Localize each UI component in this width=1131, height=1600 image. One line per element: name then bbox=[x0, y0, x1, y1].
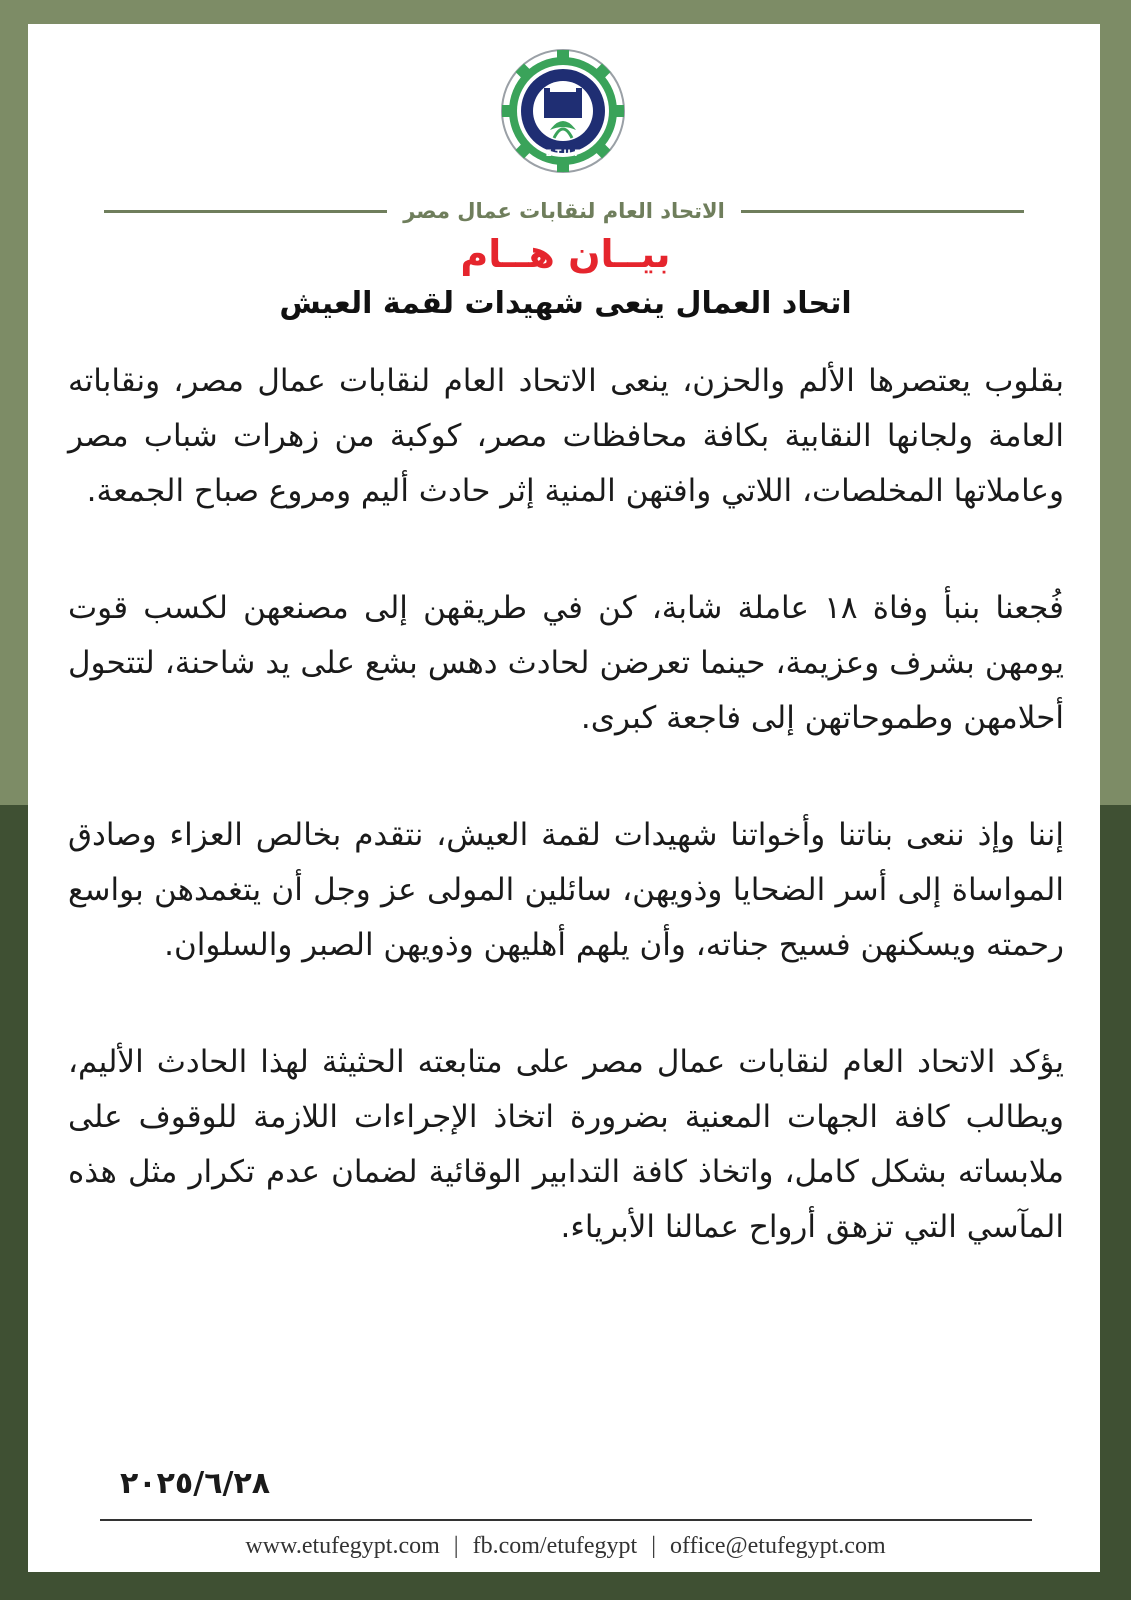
org-name: الاتحاد العام لنقابات عمال مصر bbox=[403, 199, 725, 223]
footer-email[interactable]: office@etufegypt.com bbox=[670, 1532, 886, 1559]
paragraph-4: يؤكد الاتحاد العام لنقابات عمال مصر على متابعته الحثيثة لهذا الحادث الأليم، ويطالب كافة الجهات المعنية بضرورة اتخاذ الإجراءات اللازمة للوقوف على ملابساته بشكل كامل، واتخاذ كافة التدابير الوقائية لضمان عدم تكرار مثل هذه المآسي التي تزهق أرواح عمالنا الأبرياء. bbox=[68, 1044, 1064, 1245]
paragraph-3: إننا وإذ ننعى بناتنا وأخواتنا شهيدات لقمة العيش، نتقدم بخالص العزاء وصادق المواساة إلى أسر الضحايا وذويهن، سائلين المولى عز وجل أن يتغمدهن بواسع رحمته ويسكنهن فسيح جناته، وأن يلهم أهليهن وذويهن الصبر والسلوان. bbox=[68, 817, 1064, 963]
footer-separator: | bbox=[651, 1532, 657, 1559]
statement-date: ٢٠٢٥/٦/٢٨ bbox=[120, 1466, 271, 1501]
paragraph-1: بقلوب يعتصرها الألم والحزن، ينعى الاتحاد العام لنقابات عمال مصر، ونقاباته العامة ولجانها النقابية بكافة محافظات مصر، كوكبة من زهرات شباب مصر وعاملاتها المخلصات، اللاتي وافتهن المنية إثر حادث أليم ومروع صباح الجمعة. bbox=[68, 363, 1064, 509]
statement-body bbox=[68, 354, 1064, 1317]
headline: اتحاد العمال ينعى شهيدات لقمة العيش bbox=[279, 286, 852, 321]
paragraph-2: فُجعنا بنبأ وفاة ١٨ عاملة شابة، كن في طريقهن إلى مصنعهن لكسب قوت يومهن بشرف وعزيمة، حينما تعرضن لحادث دهس بشع على يد شاحنة، لتتحول أحلامهن وطموحاتهن إلى فاجعة كبرى. bbox=[68, 590, 1064, 736]
etuf-logo-icon bbox=[500, 48, 626, 174]
footer-website[interactable]: www.etufegypt.com bbox=[245, 1532, 440, 1559]
footer-facebook[interactable]: fb.com/etufegypt bbox=[472, 1532, 638, 1559]
statement-label: بيــان هــام bbox=[460, 232, 671, 276]
footer-separator: | bbox=[453, 1532, 459, 1559]
footer-contacts bbox=[0, 1524, 1131, 1568]
org-rule-left bbox=[104, 210, 387, 213]
org-rule-right bbox=[741, 210, 1024, 213]
org-name-row bbox=[104, 196, 1024, 226]
footer-divider bbox=[100, 1519, 1032, 1521]
svg-text:E.T.U.F: E.T.U.F bbox=[545, 149, 581, 159]
